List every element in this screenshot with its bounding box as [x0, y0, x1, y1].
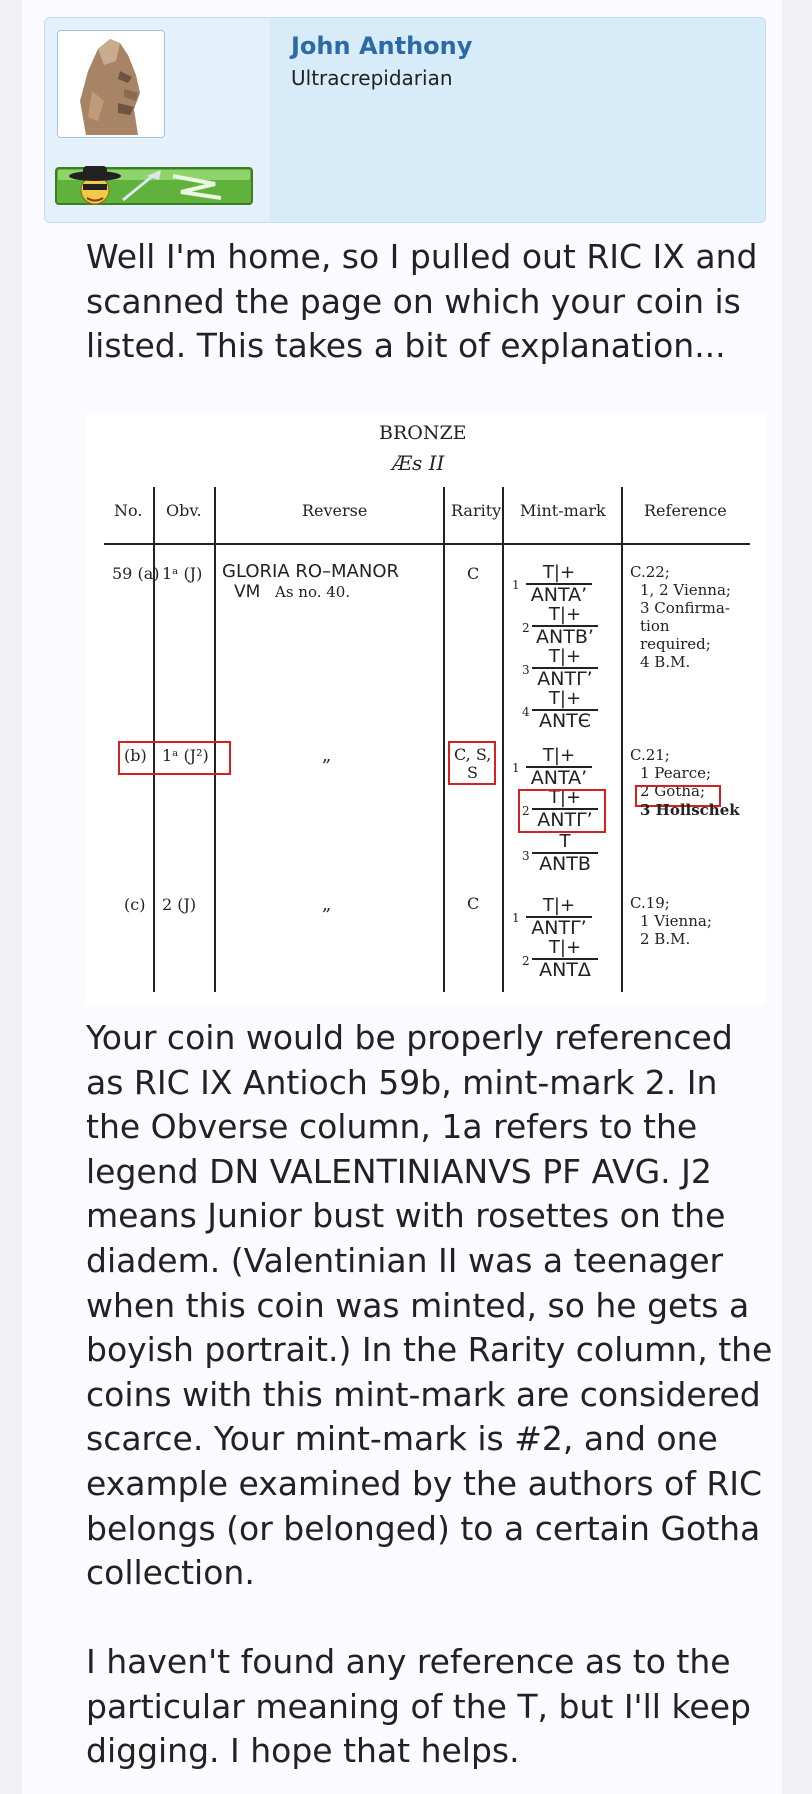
row-b-reverse: „ [322, 745, 332, 766]
row-a-mark-3-top: T|+ [548, 646, 582, 667]
col-header-obv: Obv. [166, 501, 202, 520]
row-b-mark-1 [526, 746, 592, 789]
col-header-rarity: Rarity [451, 501, 502, 520]
row-c-ref-2: 1 Vienna; [640, 912, 712, 930]
col-header-mintmark: Mint-mark [520, 501, 606, 520]
row-a-reverse-2: VM [234, 582, 261, 602]
row-b-mark-1-index: 1 [512, 761, 520, 775]
avatar[interactable] [57, 30, 165, 138]
row-a-mark-1 [526, 563, 592, 606]
row-c-mark-1 [526, 896, 592, 939]
row-a-ref-6: 4 B.M. [640, 653, 691, 671]
row-b-obv: 1ᵃ (J²) [162, 746, 209, 765]
row-a-mark-4-index: 4 [522, 705, 530, 719]
row-b-mark-1-top: T|+ [542, 745, 576, 766]
row-b-mark-2-top: T|+ [548, 787, 582, 808]
row-a-mark-1-bottom: ANTA’ [526, 583, 592, 606]
row-a-mark-3-index: 3 [522, 663, 530, 677]
row-b-mark-3 [532, 832, 598, 875]
user-title: Ultracrepidarian [291, 66, 453, 90]
row-a-mark-1-index: 1 [512, 578, 520, 592]
post-paragraph-1: Well I'm home, so I pulled out RIC IX and scanned the page on which your coin is listed. This takes a bit of explanation... [86, 237, 758, 366]
row-a-rarity: C [467, 564, 480, 583]
row-c-rarity: C [467, 894, 480, 913]
post-paragraph-2: Your coin would be properly referenced as RIC IX Antioch 59b, mint-mark 2. In the Obverse column, 1a refers to the legend DN VALENTINIANVS PF AVG. J2 means Junior bust with rosettes on the diadem. (Valentinian II was a teenager when this coin was minted, so he gets a boyish portrait.) In the Rarity column, the coins with this mint-mark are considered scarce. Your mint-mark is #2, and one example examined by the authors of RIC belongs (or belonged) to a certain Gotha collection. [86, 1018, 773, 1593]
row-a-reverse-note: As no. 40. [275, 583, 351, 601]
row-c-no: (c) [124, 895, 146, 914]
row-b-no: (b) [124, 746, 147, 765]
row-b-mark-3-top: T [559, 831, 571, 852]
row-b-ref-1: C.21; [630, 746, 670, 764]
row-b-ref-3: 2 Gotha; [640, 782, 706, 800]
highlight-mintmark [518, 789, 606, 833]
row-c-mark-1-index: 1 [512, 911, 520, 925]
row-b-mark-3-index: 3 [522, 849, 530, 863]
row-b-mark-1-bottom: ANTA’ [526, 766, 592, 789]
col-header-no: No. [114, 501, 143, 520]
highlight-rarity [448, 741, 496, 785]
row-c-ref-3: 2 B.M. [640, 930, 691, 948]
scan-heading: BRONZE [379, 422, 467, 444]
row-a-obv: 1ᵃ (J) [162, 564, 203, 583]
row-a-ref-5: required; [640, 635, 711, 653]
row-b-mark-2-index: 2 [522, 804, 530, 818]
rank-badge [55, 162, 255, 208]
row-a-mark-4-top: T|+ [548, 688, 582, 709]
row-b-ref-2: 1 Pearce; [640, 764, 712, 782]
row-c-mark-1-bottom: ANTΓ’ [526, 916, 592, 939]
post-paragraph-3: I haven't found any reference as to the particular meaning of the T, but I'll keep digging. I hope that helps. [86, 1642, 751, 1771]
col-header-reverse: Reverse [302, 501, 368, 520]
row-c-mark-2-top: T|+ [548, 937, 582, 958]
row-a-no: 59 (a) [112, 564, 160, 583]
row-a-mark-2-bottom: ANTB’ [532, 625, 598, 648]
row-a-ref-1: C.22; [630, 563, 670, 581]
page [22, 0, 782, 1794]
row-a-mark-4 [532, 689, 598, 732]
row-c-mark-1-top: T|+ [542, 895, 576, 916]
col-rule-4 [502, 487, 504, 992]
row-c-mark-2-index: 2 [522, 954, 530, 968]
col-rule-1 [153, 487, 155, 992]
row-a-mark-4-bottom: ANTЄ [532, 709, 598, 732]
post-header [44, 17, 766, 223]
stone-head-avatar-icon [58, 31, 164, 137]
scan-subheading: Æs II [392, 451, 445, 475]
row-c-mark-2-bottom: ANTΔ [532, 958, 598, 981]
row-a-mark-3 [532, 647, 598, 690]
row-c-reverse: „ [322, 894, 332, 915]
header-rule [104, 543, 750, 545]
row-a-mark-2-index: 2 [522, 621, 530, 635]
row-a-ref-4: tion [640, 617, 670, 635]
row-a-reverse: GLORIA RO–MANOR [222, 561, 400, 582]
row-a-mark-1-top: T|+ [542, 562, 576, 583]
row-c-obv: 2 (J) [162, 895, 197, 914]
col-header-reference: Reference [644, 501, 727, 520]
col-rule-5 [621, 487, 623, 992]
col-rule-2 [214, 487, 216, 992]
row-b-mark-2-bottom: ANTΓ’ [532, 808, 598, 831]
row-c-ref-1: C.19; [630, 894, 670, 912]
row-a-mark-2-top: T|+ [548, 604, 582, 625]
row-c-mark-2 [532, 938, 598, 981]
row-b-rarity: C, S, [454, 745, 492, 764]
row-a-ref-3: 3 Confirma- [640, 599, 730, 617]
username-link[interactable]: John Anthony [291, 32, 473, 60]
ric-page-scan [86, 413, 766, 1005]
row-b-ref-4: 3 Hollschek [640, 801, 740, 819]
highlight-obverse [118, 741, 231, 775]
row-b-mark-3-bottom: ANTB [532, 852, 598, 875]
col-rule-3 [443, 487, 445, 992]
row-b-rarity-2: S [467, 763, 478, 782]
bandit-badge-icon [55, 162, 255, 208]
row-a-mark-3-bottom: ANTΓ’ [532, 667, 598, 690]
row-a-mark-2 [532, 605, 598, 648]
row-a-ref-2: 1, 2 Vienna; [640, 581, 731, 599]
user-panel [45, 18, 270, 222]
